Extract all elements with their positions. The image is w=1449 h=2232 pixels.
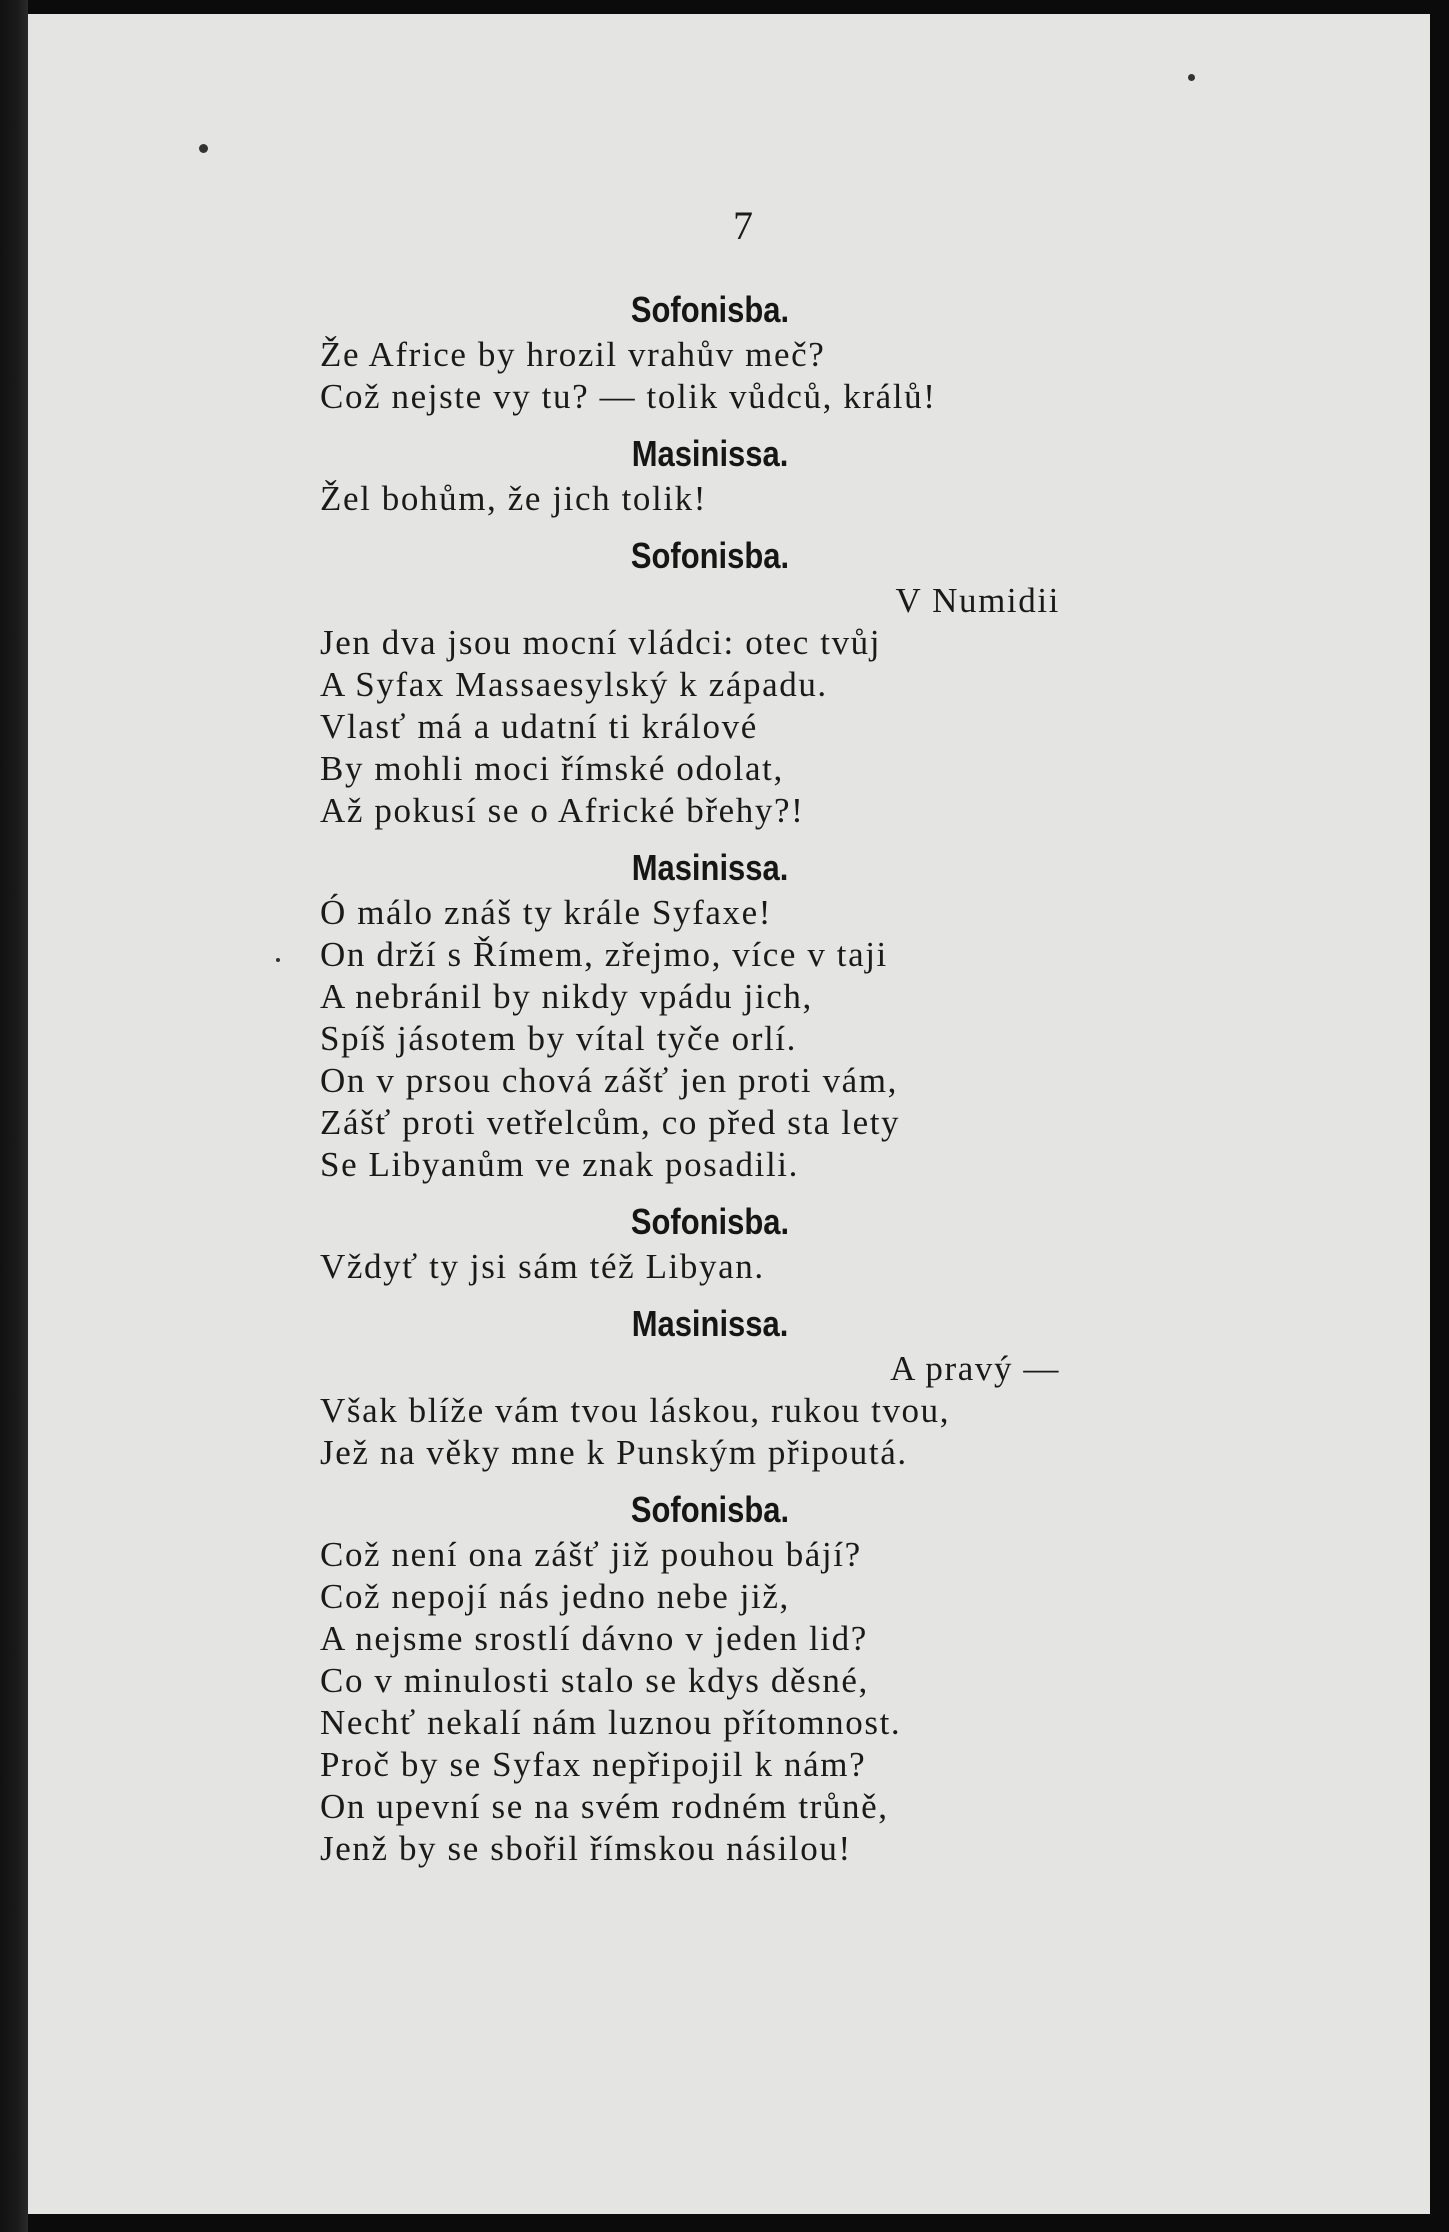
verse-line: Zášť proti vetřelcům, co před sta lety: [320, 1103, 901, 1142]
verse-line: Ó málo znáš ty krále Syfaxe!: [320, 893, 773, 932]
speaker-name: Masinissa.: [631, 1303, 789, 1344]
verse-line: Nechť nekalí nám luznou přítomnost.: [320, 1703, 902, 1742]
verse-line: On v prsou chová zášť jen proti vám,: [320, 1061, 898, 1100]
verse-line: Vlasť má a udatní ti králové: [320, 707, 758, 746]
verse-line: A Syfax Massaesylský k západu.: [320, 665, 828, 704]
verse-line: Spíš jásotem by vítal tyče orlí.: [320, 1019, 797, 1058]
verse-line: A nejsme srostlí dávno v jeden lid?: [320, 1619, 868, 1658]
verse-line: Jen dva jsou mocní vládci: otec tvůj: [320, 623, 882, 662]
verse-line: On upevní se na svém rodném trůně,: [320, 1787, 889, 1826]
ink-speck: [1188, 74, 1195, 81]
speaker-name: Sofonisba.: [630, 289, 790, 330]
play-text: [320, 286, 1100, 1870]
book-page: [28, 14, 1430, 2214]
verse-line: Co v minulosti stalo se kdys děsné,: [320, 1661, 869, 1700]
verse-line: A nebránil by nikdy vpádu jich,: [320, 977, 813, 1016]
verse-line: Což nejste vy tu? — tolik vůdců, králů!: [320, 377, 937, 416]
verse-line: Vždyť ty jsi sám též Libyan.: [320, 1247, 765, 1286]
verse-line: V Numidii: [895, 581, 1060, 620]
speaker-name: Masinissa.: [631, 847, 789, 888]
verse-line: Se Libyanům ve znak posadili.: [320, 1145, 799, 1184]
verse-line: Jenž by se sbořil římskou násilou!: [320, 1829, 852, 1868]
verse-line: Proč by se Syfax nepřipojil k nám?: [320, 1745, 867, 1784]
verse-line: Což nepojí nás jedno nebe již,: [320, 1577, 790, 1616]
binding-edge: [0, 0, 28, 2232]
verse-line: By mohli moci římské odolat,: [320, 749, 784, 788]
verse-line: Žel bohům, že jich tolik!: [320, 479, 707, 518]
ink-speck: [199, 144, 208, 153]
speaker-name: Sofonisba.: [630, 1489, 790, 1530]
verse-line: Jež na věky mne k Punským připoutá.: [320, 1433, 908, 1472]
verse-line: Že Africe by hrozil vrahův meč?: [320, 335, 826, 374]
verse-line: On drží s Římem, zřejmo, více v taji: [320, 935, 888, 974]
speaker-name: Masinissa.: [631, 433, 789, 474]
speaker-name: Sofonisba.: [630, 535, 790, 576]
verse-line: Až pokusí se o Africké břehy?!: [320, 791, 805, 830]
page-number: 7: [733, 203, 753, 248]
speaker-name: Sofonisba.: [630, 1201, 790, 1242]
verse-line: Však blíže vám tvou láskou, rukou tvou,: [320, 1391, 951, 1430]
verse-line: Což není ona zášť již pouhou bájí?: [320, 1535, 862, 1574]
ink-speck: [276, 958, 280, 962]
verse-line: A pravý —: [890, 1349, 1060, 1388]
